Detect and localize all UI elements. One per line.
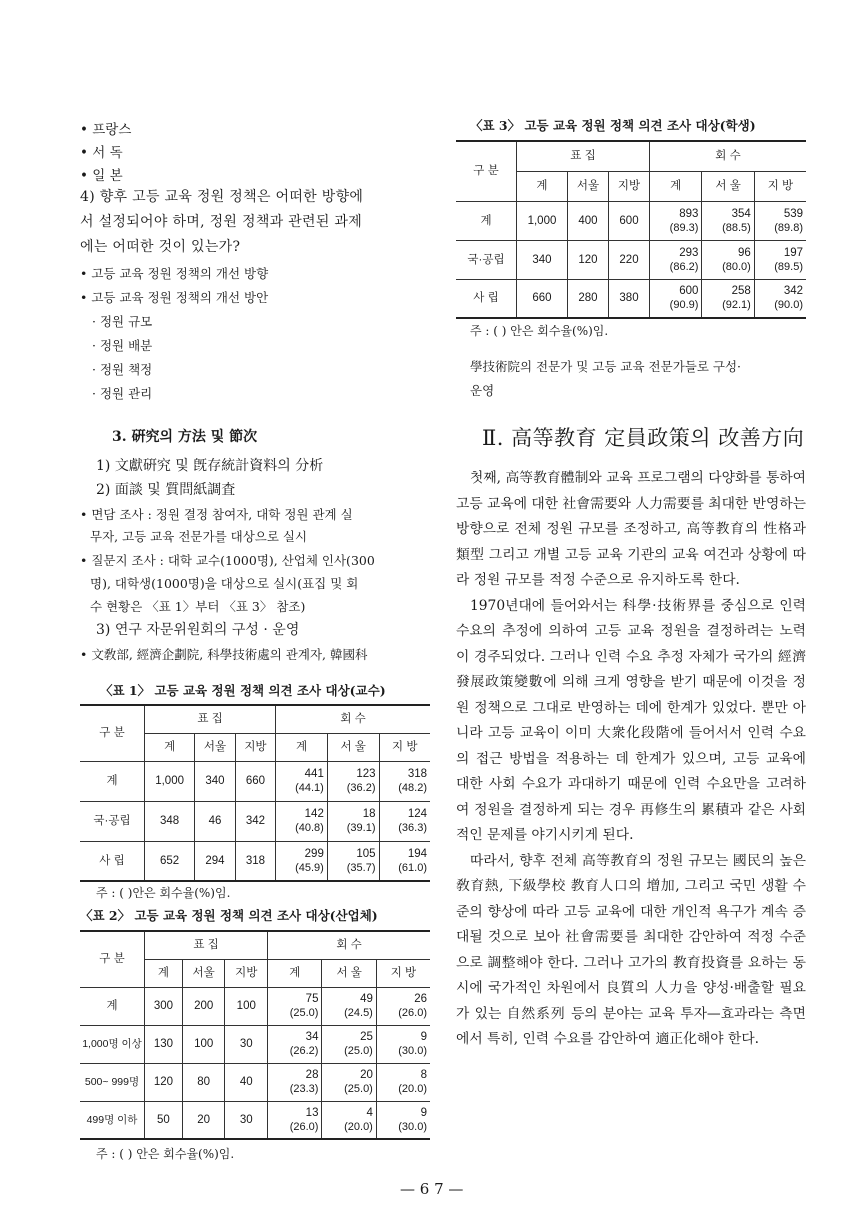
paragraph-1: 첫째, 高等教育體制와 교육 프로그램의 다양화를 통하여 고등 교육에 대한 社會需要와 人力需要를 최대한 반영하는 방향으로 전체 정원 규모를 조정하고, 高等教育의 性格과 類型 그리고 개별 고등 교육 기관의 교육 여건과 상황에 따라 정원 규모를 적정 수준으로 유지하도록 한다. <box>456 470 806 588</box>
cell-rate: (30.0) <box>398 1120 427 1133</box>
cell-rate: (26.0) <box>398 1007 427 1019</box>
cell-rate: (30.0) <box>398 1045 427 1057</box>
cell <box>322 1101 376 1139</box>
table-row <box>80 761 430 801</box>
table1-note: 주 : ( )안은 회수율(%)임. <box>96 886 231 900</box>
cell <box>327 801 379 841</box>
table-row <box>456 279 806 318</box>
cell-count: 197 <box>783 246 803 259</box>
cell: 342 <box>235 801 275 841</box>
cell-rate: (90.9) <box>669 299 699 312</box>
cell-count: 354 <box>731 207 751 220</box>
table2-head: 계 <box>268 959 322 987</box>
table1-head: 지 방 <box>379 733 430 761</box>
table2-sample-header: 표 집 <box>145 931 268 959</box>
cell <box>702 201 754 240</box>
table2-head: 계 <box>145 959 183 987</box>
cell: 300 <box>145 987 183 1025</box>
cell-count: 105 <box>356 847 376 860</box>
row-label: 499명 이하 <box>80 1101 145 1139</box>
row-label: 1,000명 이상 <box>80 1025 145 1063</box>
cell-count: 25 <box>360 1031 373 1043</box>
cell <box>268 1025 322 1063</box>
cell-count: 49 <box>360 993 373 1005</box>
interview-line2: 무자, 고등 교육 전문가를 대상으로 실시 <box>90 529 308 544</box>
table2-head: 지방 <box>225 959 268 987</box>
committee-line1: • 文敎部, 經濟企劃院, 科學技術處의 관계자, 韓國科 <box>80 647 368 662</box>
cell <box>702 240 754 279</box>
table2-head: 서울 <box>182 959 225 987</box>
cell-rate: (89.8) <box>774 221 803 234</box>
cell-count: 600 <box>679 285 699 298</box>
table1-return-header: 회 수 <box>276 705 430 733</box>
table-row <box>80 801 430 841</box>
table1-head: 계 <box>145 733 195 761</box>
cell-rate: (26.2) <box>289 1045 319 1057</box>
cell <box>327 761 379 801</box>
table1-sample-header: 표 집 <box>145 705 276 733</box>
row-label: 사 립 <box>80 841 145 881</box>
cell: 100 <box>182 1025 225 1063</box>
q4-bullet-plan: • 고등 교육 정원 정책의 개선 방안 <box>80 290 269 305</box>
cell <box>276 801 328 841</box>
table3-head: 서 울 <box>702 171 754 201</box>
committee-continued-line1: 學技術院의 전문가 및 고등 교육 전문가들로 구성· <box>470 359 742 374</box>
cell-rate: (80.0) <box>722 260 751 273</box>
cell-rate: (92.1) <box>722 299 751 312</box>
table3-head: 서울 <box>567 171 608 201</box>
cell: 1,000 <box>517 201 568 240</box>
cell-count: 293 <box>679 246 699 259</box>
cell-count: 18 <box>362 808 376 820</box>
cell-count: 4 <box>366 1106 373 1119</box>
row-label: 계 <box>80 761 145 801</box>
table3-sample-header: 표 집 <box>517 141 650 171</box>
cell-rate: (89.3) <box>669 221 699 234</box>
cell: 340 <box>517 240 568 279</box>
cell-count: 318 <box>407 768 427 780</box>
row-label: 계 <box>80 987 145 1025</box>
table3-caption: 〈표 3〉 고등 교육 정원 정책 의견 조사 대상(학생) <box>470 118 756 133</box>
cell-rate: (90.0) <box>774 299 803 312</box>
table3 <box>456 140 806 319</box>
cell <box>379 761 430 801</box>
cell-count: 142 <box>304 808 324 820</box>
row-label: 사 립 <box>456 279 517 318</box>
cell: 30 <box>225 1025 268 1063</box>
table1-head: 서 울 <box>327 733 379 761</box>
cell: 294 <box>195 841 235 881</box>
table3-head: 지 방 <box>754 171 806 201</box>
cell-count: 9 <box>420 1106 427 1119</box>
cell <box>650 201 702 240</box>
cell <box>268 1063 322 1101</box>
table-row <box>80 987 430 1025</box>
cell-count: 194 <box>407 847 427 860</box>
method-1: 1) 文獻硏究 및 旣存統計資料의 分析 <box>96 458 324 474</box>
cell-rate: (20.0) <box>344 1120 373 1133</box>
cell <box>322 1063 376 1101</box>
paragraph-3: 따라서, 향후 전체 高等教育의 정원 규모는 國民의 높은 敎育熱, 下級學校 教育人口의 增加, 그리고 국민 생활 수준의 향상에 따라 고등 교육에 대한 개인적 욕구가 계속 증대될 것으로 보아 社會需要를 최대한 감안하여 적정 수준으로 調整해야 한다. 그러나 고가의 教育投資를 요하는 동시에 국가적인 차원에서 良質의 人力을 양성·배출할 필요가 있는 自然系列 등의 분야는 교육 투자—효과라는 측면에서 특히, 인력 수요를 감안하여 適正化해야 한다. <box>456 852 806 1047</box>
q4-bullet-direction: • 고등 교육 정원 정책의 개선 방향 <box>80 266 269 281</box>
q4-sub-scale: · 정원 규모 <box>92 314 153 329</box>
table1-col-group: 구 분 <box>80 705 145 761</box>
cell-count: 299 <box>304 847 324 860</box>
cell: 660 <box>235 761 275 801</box>
cell-rate: (61.0) <box>398 861 427 874</box>
survey-line2: 명), 대학생(1000명)을 대상으로 실시(표집 및 회 <box>90 576 359 591</box>
chapter-2-body <box>456 466 806 1053</box>
cell: 50 <box>145 1101 183 1139</box>
cell-count: 8 <box>420 1069 427 1081</box>
q4-sub-setting: · 정원 책정 <box>92 362 153 377</box>
cell: 400 <box>567 201 608 240</box>
cell <box>268 1101 322 1139</box>
cell-count: 893 <box>679 207 699 220</box>
cell <box>650 240 702 279</box>
cell-count: 441 <box>304 768 324 780</box>
table2-head: 지 방 <box>376 959 430 987</box>
cell-count: 124 <box>407 808 427 820</box>
table2 <box>80 930 430 1140</box>
cell <box>376 987 430 1025</box>
row-label: 계 <box>456 201 517 240</box>
cell-rate: (25.0) <box>344 1083 373 1095</box>
cell-rate: (24.5) <box>344 1007 373 1019</box>
cell-rate: (88.5) <box>722 221 751 234</box>
q4-sub-management: · 정원 관리 <box>92 386 153 401</box>
cell-rate: (25.0) <box>344 1045 373 1057</box>
cell-rate: (36.3) <box>398 822 427 834</box>
cell-count: 75 <box>305 993 319 1005</box>
interview-line1: • 면담 조사 : 정원 결정 참여자, 대학 정원 관계 실 <box>80 507 353 522</box>
cell-count: 342 <box>783 285 803 298</box>
cell <box>754 201 806 240</box>
cell: 600 <box>608 201 649 240</box>
table1-head: 계 <box>276 733 328 761</box>
cell <box>276 841 328 881</box>
chapter-2-title: Ⅱ. 高等教育 定員政策의 改善方向 <box>482 426 805 450</box>
question-4-line1: 4) 향후 고등 교육 정원 정책은 어떠한 방향에 <box>80 189 364 205</box>
cell: 348 <box>145 801 195 841</box>
cell-rate: (20.0) <box>398 1083 427 1095</box>
cell-rate: (25.0) <box>289 1007 319 1019</box>
cell <box>754 240 806 279</box>
paragraph-2: 1970년대에 들어와서는 科學·技術界를 중심으로 인력 수요의 추정에 의하여 고등 교육 정원을 결정하려는 노력이 경주되었다. 그러나 인력 수요 추정 자체가 국가의 經濟發展政策變數에 의해 크게 영향을 받기 때문에 이것을 정원 정책으로 그대로 반영하는 데에 한계가 있었다. 뿐만 아니라 고등 교육이 이미 大衆化段階에 들어서서 인력 수요의 접근 방법을 적용하는 데 한계가 있으며, 고등 교육에 대한 사회 수요가 과대하기 때문에 인력 수요만을 고려하여 정원을 결정하게 되는 경우 再修生의 累積과 같은 사회적인 문제를 야기시키게 된다. <box>456 597 806 843</box>
table2-caption: 〈표 2〉 고등 교육 정원 정책 의견 조사 대상(산업체) <box>80 908 378 923</box>
cell: 1,000 <box>145 761 195 801</box>
cell-count: 258 <box>731 285 751 298</box>
cell: 280 <box>567 279 608 318</box>
cell: 318 <box>235 841 275 881</box>
cell <box>650 279 702 318</box>
cell: 380 <box>608 279 649 318</box>
cell: 30 <box>225 1101 268 1139</box>
cell <box>754 279 806 318</box>
bullet-west-germany: • 서 독 <box>80 145 123 161</box>
cell <box>322 987 376 1025</box>
cell-rate: (44.1) <box>295 782 324 794</box>
cell: 120 <box>567 240 608 279</box>
table-row <box>80 1101 430 1139</box>
cell-count: 13 <box>305 1106 319 1119</box>
method-2: 2) 面談 및 質問紙調査 <box>96 482 236 498</box>
cell-count: 96 <box>738 246 751 259</box>
cell-rate: (35.7) <box>346 861 376 874</box>
row-label: 500~ 999명 <box>80 1063 145 1101</box>
cell-count: 539 <box>783 207 803 220</box>
table3-head: 계 <box>650 171 702 201</box>
cell: 220 <box>608 240 649 279</box>
table-row <box>80 1025 430 1063</box>
cell-rate: (86.2) <box>669 260 699 273</box>
section-3-heading: 3. 硏究의 方法 및 節次 <box>112 429 258 445</box>
cell <box>379 801 430 841</box>
cell: 200 <box>182 987 225 1025</box>
cell-rate: (26.0) <box>289 1120 319 1133</box>
cell <box>376 1063 430 1101</box>
page-number: — 6 7 — <box>400 1180 464 1198</box>
bullet-japan: • 일 본 <box>80 168 123 184</box>
cell <box>327 841 379 881</box>
cell-rate: (39.1) <box>346 822 376 834</box>
bullet-france: • 프랑스 <box>80 122 132 138</box>
q4-sub-distribution: · 정원 배분 <box>92 338 153 353</box>
cell: 20 <box>182 1101 225 1139</box>
cell <box>702 279 754 318</box>
cell-rate: (48.2) <box>398 782 427 794</box>
cell-rate: (23.3) <box>289 1083 319 1095</box>
table1-head: 지방 <box>235 733 275 761</box>
cell <box>276 761 328 801</box>
committee-continued-line2: 운영 <box>470 383 495 398</box>
cell-count: 123 <box>356 768 376 780</box>
method-3: 3) 연구 자문위원회의 구성 · 운영 <box>96 622 300 638</box>
table2-col-group: 구 분 <box>80 931 145 987</box>
table3-head: 지방 <box>608 171 649 201</box>
cell <box>322 1025 376 1063</box>
cell-rate: (40.8) <box>295 822 324 834</box>
table-row <box>80 1063 430 1101</box>
table3-col-group: 구 분 <box>456 141 517 201</box>
table2-head: 서 울 <box>322 959 376 987</box>
table3-head: 계 <box>517 171 568 201</box>
table2-return-header: 회 수 <box>268 931 430 959</box>
cell-count: 34 <box>305 1031 319 1043</box>
cell: 660 <box>517 279 568 318</box>
cell: 80 <box>182 1063 225 1101</box>
table-row <box>80 841 430 881</box>
table-row <box>456 201 806 240</box>
cell: 46 <box>195 801 235 841</box>
question-4-line3: 에는 어떠한 것이 있는가? <box>80 239 241 255</box>
survey-line1: • 질문지 조사 : 대학 교수(1000명), 산업체 인사(300 <box>80 553 375 568</box>
cell: 40 <box>225 1063 268 1101</box>
table1-caption: 〈표 1〉 고등 교육 정원 정책 의견 조사 대상(교수) <box>100 683 386 698</box>
cell-count: 26 <box>414 993 427 1005</box>
table1 <box>80 704 430 882</box>
cell: 340 <box>195 761 235 801</box>
cell-count: 9 <box>420 1031 427 1043</box>
question-4-line2: 서 설정되어야 하며, 정원 정책과 관련된 과제 <box>80 214 363 230</box>
row-label: 국·공립 <box>456 240 517 279</box>
cell-rate: (89.5) <box>774 260 803 273</box>
table2-note: 주 : ( ) 안은 회수율(%)임. <box>96 1147 235 1161</box>
cell <box>376 1101 430 1139</box>
cell: 652 <box>145 841 195 881</box>
cell: 120 <box>145 1063 183 1101</box>
cell <box>268 987 322 1025</box>
cell-count: 20 <box>360 1069 373 1081</box>
row-label: 국·공립 <box>80 801 145 841</box>
cell <box>376 1025 430 1063</box>
cell-rate: (36.2) <box>346 782 376 794</box>
cell-count: 28 <box>305 1069 319 1081</box>
cell <box>379 841 430 881</box>
cell-rate: (45.9) <box>295 861 324 874</box>
table1-head: 서울 <box>195 733 235 761</box>
cell: 130 <box>145 1025 183 1063</box>
table3-note: 주 : ( ) 안은 회수율(%)임. <box>470 324 609 338</box>
cell: 100 <box>225 987 268 1025</box>
table3-return-header: 회 수 <box>650 141 806 171</box>
survey-line3: 수 현황은 〈표 1〉부터 〈표 3〉 참조) <box>90 599 306 614</box>
table-row <box>456 240 806 279</box>
